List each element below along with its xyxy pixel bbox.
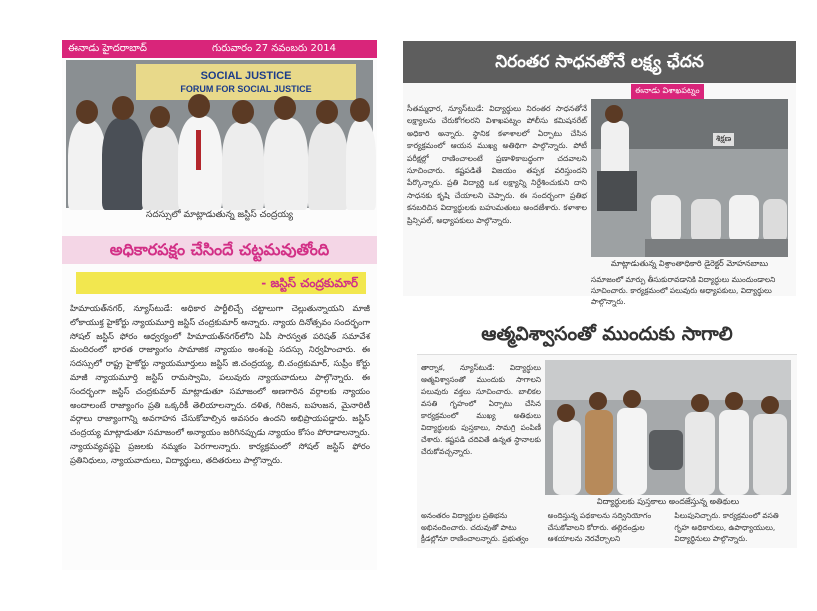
- person-head: [761, 396, 779, 414]
- headline: ఆత్మవిశ్వాసంతో ముందుకు సాగాలి: [417, 314, 797, 355]
- person-figure: [729, 195, 759, 243]
- article-body: హిమాయత్‌నగర్, న్యూస్‌టుడే: అధికార పార్టీలిచ్చే చట్టాలుగా చెల్లుతున్నాయని మాజీ లోకాయుక్త హైకోర్టు న్యాయమూర్తి జస్టిస్ చంద్రకుమార్ అన్నారు. న్యాయ దినోత్సవం సందర్భంగా సోషల్ జస్టిస్ ఫోరం ఆధ్వర్యంలో హిమాయత్‌నగర్‌లోని ఏపీ సారస్వత పరిషత్ సమావేశ మందిరంలో భారత రాజ్యాంగం సామాజిక న్యాయం అంశంపై సదస్సు నిర్వహించారు. ఈ సదస్సులో రాష్ట్ర హైకోర్టు న్యాయమూర్తులు జస్టిస్ జి.చంద్రయ్య, బి.చంద్రకుమార్, సుప్రీం కోర్టు మాజీ న్యాయమూర్తి జస్టిస్ రామస్వామి, పలువురు న్యాయవాదులు పాల్గొన్నారు. ఈ సందర్భంగా జస్టిస్ చంద్రకుమార్ మాట్లాడుతూ సమాజంలో అణగారిన వర్గాలకు న్యాయం అందాలంటే రాజ్యాంగం ప్రతి ఒక్కరికీ తెలియాలన్నారు. దళిత, గిరిజన, బహుజన, మైనారిటీ వర్గాలు రాజ్యాంగాన్ని అవగాహన చేసుకోవాల్సిన అవసరం ఉందని అభిప్రాయపడ్డారు. జస్టిస్ చంద్రయ్య మాట్లాడుతూ సమాజంలో అన్యాయం జరిగినప్పుడు న్యాయం కోసం పోరాడాలన్నారు. న్యాయవ్యవస్థపై ప్రజలకు నమ్మకం పెరగాలన్నారు. కార్యక్రమంలో సోషల్ జస్టిస్ ఫోరం ప్రతినిధులు, న్యాయవాదులు, విద్యార్థులు, తదితరులు పాల్గొన్నారు.: [70, 303, 370, 465]
- person-figure: [142, 126, 180, 210]
- table: [645, 239, 788, 257]
- person-figure: [753, 414, 787, 495]
- headline: అధికారపక్షం చేసిందే చట్టమవుతోంది: [62, 236, 377, 264]
- person-figure: [617, 408, 647, 495]
- person-figure: [68, 120, 106, 210]
- person-head: [557, 404, 575, 422]
- stage-banner: [136, 64, 356, 100]
- news-clipping-bottom-right: [417, 314, 797, 548]
- tie: [196, 130, 201, 170]
- person-figure: [651, 195, 681, 243]
- person-figure: [308, 122, 348, 210]
- person-head: [589, 392, 607, 410]
- photo-caption: సదస్సులో మాట్లాడుతున్న జస్టిస్ చంద్రయ్య: [146, 210, 293, 220]
- person-head: [623, 390, 641, 408]
- person-figure: [264, 118, 308, 210]
- photo-board: శిక్షణ: [713, 133, 734, 146]
- person-figure: [346, 120, 376, 210]
- banner-paper-name: ఈనాడు హైదరాబాద్: [68, 43, 147, 54]
- gift-package: [649, 430, 683, 470]
- photo-caption: విద్యార్థులకు పుస్తకాలు అందజేస్తున్న అతిథులు: [596, 497, 740, 506]
- byline: - జస్టిస్ చంద్రకుమార్: [76, 272, 366, 294]
- person-head: [274, 96, 296, 120]
- person-figure: [102, 118, 144, 210]
- banner-date: గురువారం 27 నవంబరు 2014: [212, 43, 336, 54]
- person-head: [350, 98, 370, 122]
- photo-background: [545, 360, 791, 400]
- event-photo: [591, 99, 788, 257]
- person-head: [725, 392, 743, 410]
- article-body-continued: అనంతరం విద్యార్థుల ప్రతిభను అభినందించారు. చదువుతో పాటు క్రీడల్లోనూ రాణించాలన్నారు. ప్రభుత్వం అందిస్తున్న పథకాలను సద్వినియోగం చేసుకోవాలని కోరారు. తల్లిదండ్రుల ఆశయాలను నెరవేర్చాలని పిలుపునిచ్చారు. కార్యక్రమంలో వసతి గృహ అధికారులు, ఉపాధ్యాయులు, విద్యార్థినులు పాల్గొన్నారు.: [421, 511, 779, 543]
- person-figure: [763, 199, 787, 243]
- event-photo: [545, 360, 791, 495]
- person-figure: [691, 199, 721, 243]
- person-head: [232, 100, 254, 124]
- person-head: [316, 100, 338, 124]
- stage-banner-subtext: FORUM FOR SOCIAL JUSTICE: [180, 84, 312, 94]
- headline: నిరంతర సాధనతోనే లక్ష్య ఛేదన: [403, 41, 796, 83]
- article-body: తార్నాక, న్యూస్‌టుడే: విద్యార్థులు ఆత్మవిశ్వాసంతో ముందుకు సాగాలని పలువురు వక్తలు సూచించారు. బాలికల వసతి గృహంలో ఏర్పాటు చేసిన కార్యక్రమంలో ముఖ్య అతిథులు విద్యార్థులకు పుస్తకాలు, సామగ్రి పంపిణీ చేశారు. కష్టపడి చదివితే ఉన్నత స్థానాలకు చేరుకోవచ్చన్నారు.: [421, 363, 541, 456]
- edition-badge: ఈనాడు విశాఖపట్నం: [631, 84, 704, 99]
- newspaper-banner: [62, 40, 377, 58]
- podium: [597, 171, 637, 211]
- person-head: [112, 96, 134, 120]
- stage-banner-text: SOCIAL JUSTICE: [200, 70, 292, 82]
- article-body-continued: సమాజంలో మార్పు తీసుకురావడానికి విద్యార్థులు ముందుండాలని సూచించారు. కార్యక్రమంలో పలువురు అధ్యాపకులు, విద్యార్థులు పాల్గొన్నారు.: [591, 275, 776, 306]
- person-head: [76, 100, 98, 124]
- event-photo: [66, 60, 373, 208]
- person-figure: [719, 410, 749, 495]
- person-head: [691, 394, 709, 412]
- news-clipping-top-right: [403, 41, 796, 306]
- news-clipping-left: [62, 40, 377, 570]
- person-figure: [685, 412, 715, 495]
- person-head: [605, 105, 623, 123]
- article-body: సీతమ్మధార, న్యూస్‌టుడే: విద్యార్థులు నిరంతర సాధనతోనే లక్ష్యాలను చేరుకోగలరని విశాఖపట్నం పోలీసు కమిషనరేట్ అధికారి అన్నారు. స్థానిక కళాశాలలో ఏర్పాటు చేసిన కార్యక్రమంలో ఆయన ముఖ్య అతిథిగా పాల్గొన్నారు. పోటీ పరీక్షల్లో రాణించాలంటే ప్రణాళికాబద్ధంగా చదవాలని సూచించారు. కష్టపడితే విజయం తప్పక వరిస్తుందని పేర్కొన్నారు. ప్రతి విద్యార్థి ఒక లక్ష్యాన్ని నిర్దేశించుకుని దాని సాధనకు కృషి చేయాలని చెప్పారు. ఈ సందర్భంగా ప్రతిభ కనబరిచిన విద్యార్థులకు బహుమతులు అందజేశారు. కళాశాల ప్రిన్సిపల్, అధ్యాపకులు పాల్గొన్నారు.: [407, 104, 587, 225]
- person-head: [188, 94, 210, 118]
- person-figure: [222, 122, 264, 210]
- person-figure: [553, 420, 581, 495]
- person-head: [150, 106, 170, 128]
- photo-caption: మాట్లాడుతున్న విశ్రాంతాధికారి డైరెక్టర్ మోహనబాబు: [610, 259, 769, 268]
- person-figure: [585, 410, 613, 495]
